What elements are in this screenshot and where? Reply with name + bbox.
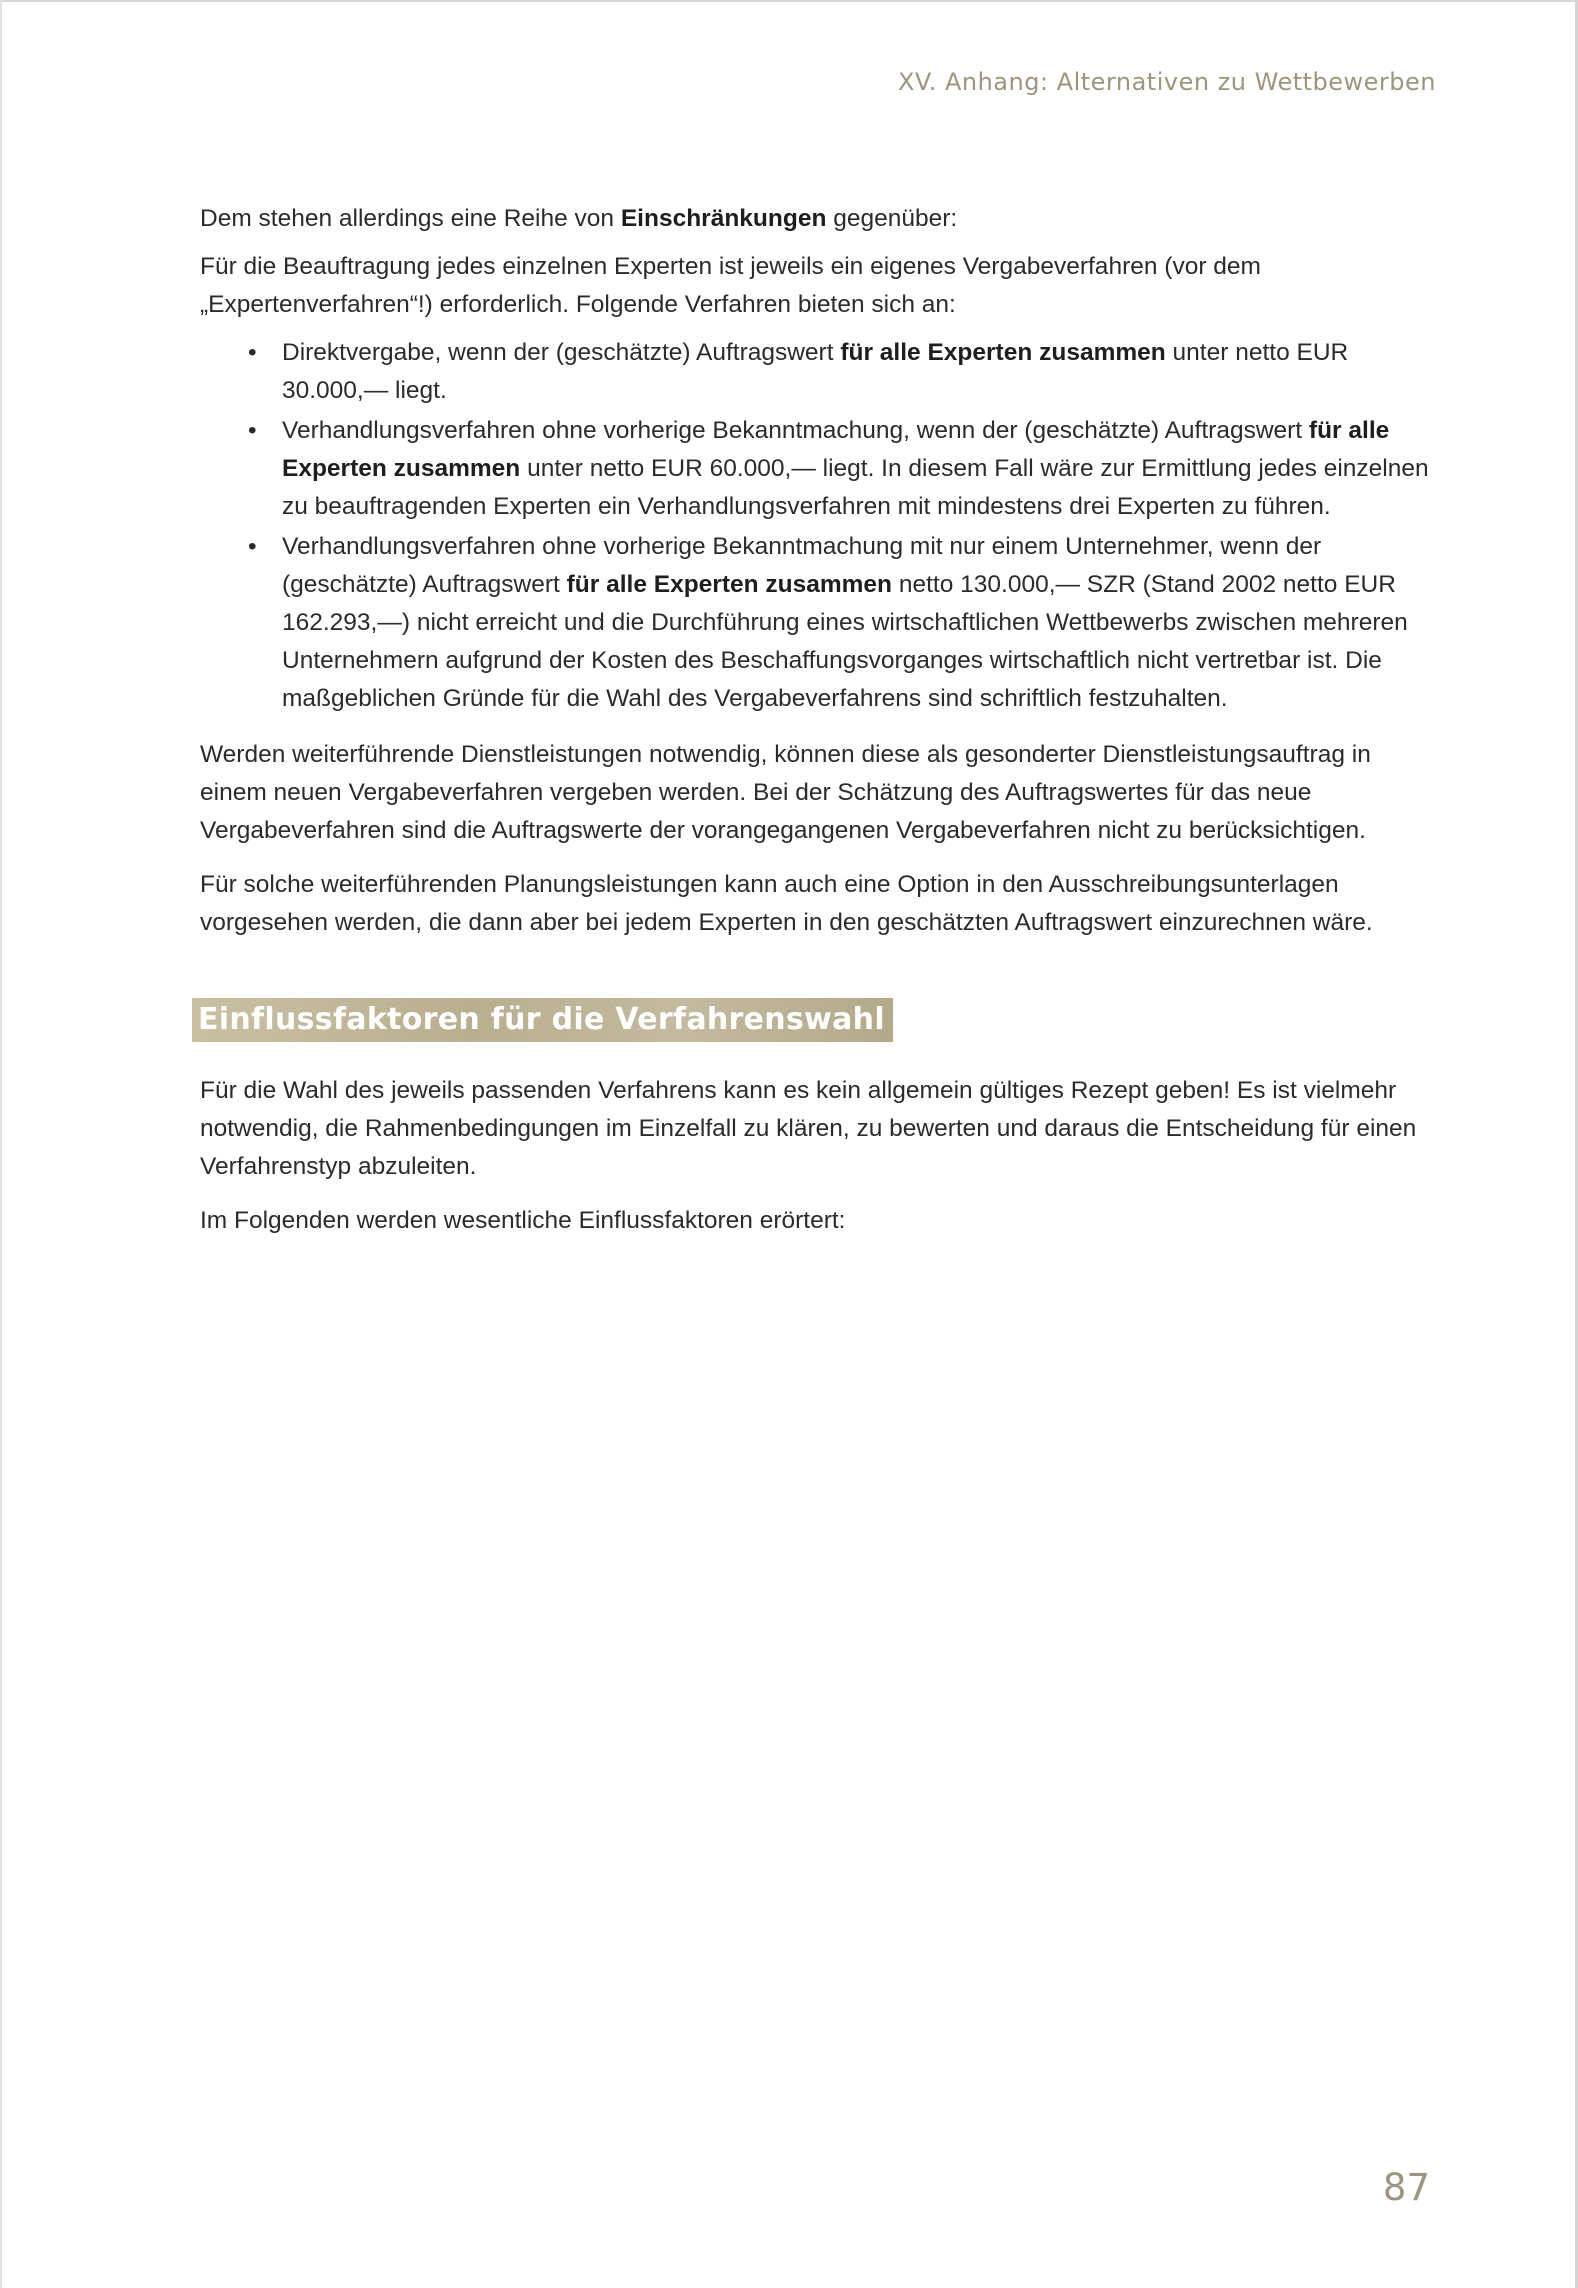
list-item-bold: für alle Experten zusammen: [840, 339, 1166, 366]
bullet-marker: •: [248, 533, 257, 560]
procedure-list: [200, 334, 1430, 718]
list-item-bold: für alle Experten zusammen: [282, 417, 1390, 482]
list-item-text-before: Verhandlungsverfahren ohne vorherige Bekanntmachung, wenn der (geschätzte) Auftragswert: [282, 417, 1309, 444]
section-paragraph-1: Für die Wahl des jeweils passenden Verfahrens kann es kein allgemein gültiges Rezept geben! Es ist vielmehr notwendig, die Rahmenbedingungen im Einzelfall zu klären, zu bewerten und daraus die Entscheidung für einen Verfahrenstyp abzuleiten.: [200, 1077, 1417, 1180]
page-content: [200, 200, 1430, 1256]
list-item-text-before: Verhandlungsverfahren ohne vorherige Bekanntmachung mit nur einem Unternehmer, wenn der (geschätzte) Auftragswert: [282, 533, 1322, 598]
section-heading: Einflussfaktoren für die Verfahrenswahl: [192, 998, 893, 1042]
list-item-text-after: unter netto EUR 30.000,— liegt.: [282, 339, 1349, 404]
running-header: XV. Anhang: Alternativen zu Wettbewerben: [897, 68, 1436, 96]
list-item-text-after: unter netto EUR 60.000,— liegt. In diesem Fall wäre zur Ermittlung jedes einzelnen zu beauftragenden Experten ein Verhandlungsverfahren mit mindestens drei Experten zu führen.: [282, 455, 1429, 520]
list-item: [200, 412, 1430, 526]
intro-text-before: Dem stehen allerdings eine Reihe von: [200, 205, 621, 232]
option-paragraph: Für solche weiterführenden Planungsleistungen kann auch eine Option in den Ausschreibungsunterlagen vorgesehen werden, die dann aber bei jedem Experten in den geschätzten Auftragswert einzurechnen wäre.: [200, 871, 1373, 936]
intro-bold-term: Einschränkungen: [620, 205, 827, 232]
bullet-marker: •: [248, 339, 257, 366]
section-heading-container: [200, 998, 1430, 1044]
list-item: [200, 528, 1430, 718]
list-item: [200, 334, 1430, 410]
page-edge-left: [0, 0, 2, 2288]
procedures-paragraph: Für die Beauftragung jedes einzelnen Experten ist jeweils ein eigenes Vergabeverfahren (vor dem „Expertenverfahren“!) erforderlich. Folgende Verfahren bieten sich an:: [200, 253, 1261, 318]
intro-text-after: gegenüber:: [826, 205, 958, 232]
bullet-marker: •: [248, 417, 257, 444]
page-edge-top: [0, 0, 1578, 2]
page-number: 87: [1382, 2166, 1430, 2209]
intro-paragraph: [200, 200, 1430, 238]
list-item-text-after: netto 130.000,— SZR (Stand 2002 netto EUR 162.293,—) nicht erreicht und die Durchführung eines wirtschaftlichen Wettbewerbs zwischen mehreren Unternehmern aufgrund der Kosten des Beschaffungsvorganges wirtschaftlich nicht vertretbar ist. Die maßgeblichen Gründe für die Wahl des Vergabeverfahrens sind schriftlich festzuhalten.: [282, 571, 1408, 712]
list-item-bold: für alle Experten zusammen: [566, 571, 893, 598]
section-paragraph-2: Im Folgenden werden wesentliche Einflussfaktoren erörtert:: [200, 1207, 846, 1234]
further-services-paragraph: Werden weiterführende Dienstleistungen notwendig, können diese als gesonderter Dienstleistungsauftrag in einem neuen Vergabeverfahren vergeben werden. Bei der Schätzung des Auftragswertes für das neue Vergabeverfahren sind die Auftragswerte der vorangegangenen Vergabeverfahren nicht zu berücksichtigen.: [200, 741, 1371, 844]
list-item-text-before: Direktvergabe, wenn der (geschätzte) Auftragswert: [282, 339, 841, 366]
